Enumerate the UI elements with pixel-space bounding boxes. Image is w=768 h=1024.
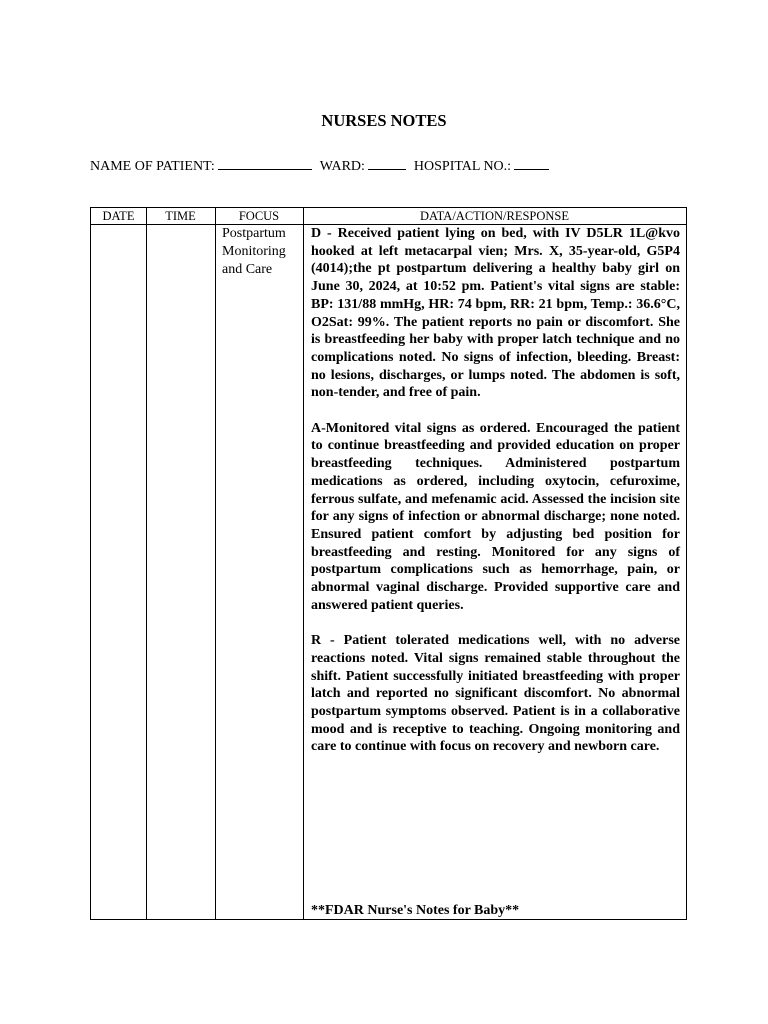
header-dar: DATA/ACTION/RESPONSE: [419, 209, 569, 223]
focus-line: and Care: [222, 262, 273, 277]
nurses-notes-table: [90, 207, 687, 920]
baby-notes-heading: **FDAR Nurse's Notes for Baby**: [311, 903, 520, 918]
focus-line: Postpartum: [222, 226, 286, 241]
ward-label: WARD:: [319, 159, 365, 174]
response-paragraph: R - Patient tolerated medications well, with no adverse reactions noted. Vital signs remained stable throughout the shift. Patient successfully initiated breastfeeding with proper latch and reported no significant discomfort. No abnormal postpartum symptoms observed. Patient is in a collaborative mood and is receptive to teaching. Ongoing monitoring and care to continue with focus on recovery and newborn care.: [311, 633, 680, 755]
header-date: DATE: [102, 209, 135, 223]
ward-field[interactable]: [368, 156, 406, 170]
patient-name-field[interactable]: [218, 156, 312, 170]
patient-info-row: [90, 156, 549, 176]
patient-name-label: NAME OF PATIENT:: [90, 159, 215, 174]
header-focus: FOCUS: [238, 209, 280, 223]
column-divider: [303, 208, 304, 919]
focus-cell: [222, 225, 302, 279]
column-divider: [146, 208, 147, 919]
focus-line: Monitoring: [222, 244, 286, 259]
hospital-no-field[interactable]: [514, 156, 549, 170]
header-time: TIME: [165, 209, 196, 223]
data-paragraph: D - Received patient lying on bed, with IV D5LR 1L@kvo hooked at left metacarpal vien; Mrs. X, 35-year-old, G5P4 (4014);the pt postpartum delivering a healthy baby girl on June 30, 2024, at 10:52 pm. Patient's vital signs are stable: BP: 131/88 mmHg, HR: 74 bpm, RR: 21 bpm, Temp.: 36.6°C, O2Sat: 99%. The patient reports no pain or discomfort. She is breastfeeding her baby with proper latch technique and no complications noted. No signs of infection, bleeding. Breast: no lesions, discharges, or lumps noted. The abdomen is soft, non-tender, and free of pain.: [311, 226, 680, 401]
action-paragraph: A-Monitored vital signs as ordered. Encouraged the patient to continue breastfeeding and provided education on proper breastfeeding techniques. Administered postpartum medications as ordered, including oxytocin, cefuroxime, ferrous sulfate, and mefenamic acid. Assessed the incision site for any signs of infection or abnormal discharge; none noted. Ensured patient comfort by adjusting bed position for breastfeeding and resting. Monitored for any signs of postpartum complications such as hemorrhage, pain, or abnormal vaginal discharge. Provided supportive care and answered patient queries.: [311, 420, 680, 613]
page-title: NURSES NOTES: [321, 111, 447, 130]
column-divider: [215, 208, 216, 919]
dar-cell: [311, 225, 680, 774]
hospital-no-label: HOSPITAL NO.:: [413, 159, 512, 174]
